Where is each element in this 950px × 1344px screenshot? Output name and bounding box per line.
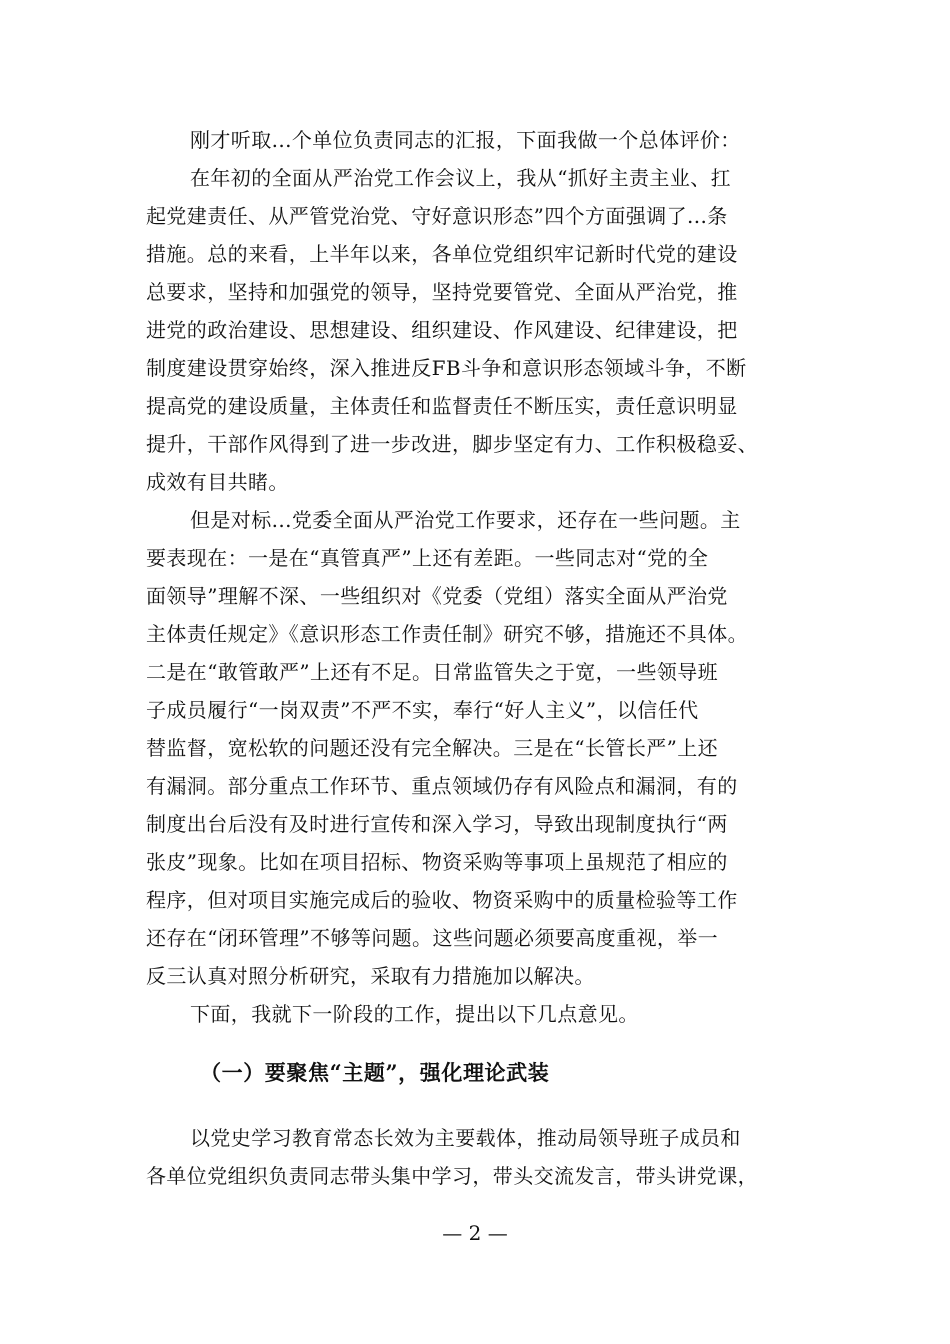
paragraph-line: 总要求，坚持和加强党的领导，坚持党要管党、全面从严治党，推 <box>146 280 738 304</box>
paragraph-line: 提升，干部作风得到了进一步改进，脚步坚定有力、工作积极稳妥、 <box>146 432 758 456</box>
paragraph-line: 起党建责任、从严管党治党、守好意识形态”四个方面强调了...条 <box>146 204 728 228</box>
page-number: — 2 — <box>442 1221 508 1245</box>
paragraph-line: 替监督，宽松软的问题还没有完全解决。三是在“长管长严”上还 <box>146 736 719 760</box>
paragraph-line: 进党的政治建设、思想建设、组织建设、作风建设、纪律建设，把 <box>146 318 738 342</box>
paragraph-line: 在年初的全面从严治党工作会议上，我从“抓好主责主业、扛 <box>190 166 732 190</box>
paragraph-line: 制度出台后没有及时进行宣传和深入学习，导致出现制度执行“两 <box>146 812 728 836</box>
paragraph-line: 下面，我就下一阶段的工作，提出以下几点意见。 <box>190 1002 639 1026</box>
paragraph-line: 要表现在：一是在“真管真严”上还有差距。一些同志对“党的全 <box>146 546 709 570</box>
paragraph-line: 反三认真对照分析研究，采取有力措施加以解决。 <box>146 964 595 988</box>
paragraph-line: 成效有目共睹。 <box>146 470 289 494</box>
paragraph-line: 制度建设贯穿始终，深入推进反FB斗争和意识形态领域斗争，不断 <box>146 356 747 380</box>
paragraph-line: 主体责任规定》《意识形态工作责任制》研究不够，措施还不具体。 <box>146 622 748 646</box>
paragraph-line: 二是在“敢管敢严”上还有不足。日常监管失之于宽，一些领导班 <box>146 660 719 684</box>
paragraph-line: 各单位党组织负责同志带头集中学习，带头交流发言，带头讲党课， <box>146 1164 758 1188</box>
paragraph-line: 以党史学习教育常态长效为主要载体，推动局领导班子成员和 <box>190 1126 741 1150</box>
paragraph-line: 有漏洞。部分重点工作环节、重点领域仍存有风险点和漏洞，有的 <box>146 774 738 798</box>
paragraph-line: 子成员履行“一岗双责”不严不实，奉行“好人主义”，以信任代 <box>146 698 699 722</box>
paragraph-line: 措施。总的来看，上半年以来，各单位党组织牢记新时代党的建设 <box>146 242 738 266</box>
paragraph-line: 刚才听取...个单位负责同志的汇报，下面我做一个总体评价： <box>190 128 741 152</box>
paragraph-line: 还存在“闭环管理”不够等问题。这些问题必须要高度重视，举一 <box>146 926 719 950</box>
paragraph-line: 但是对标...党委全面从严治党工作要求，还存在一些问题。主 <box>190 508 741 532</box>
section-heading: （一）要聚焦“主题”，强化理论武装 <box>200 1060 550 1085</box>
paragraph-line: 提高党的建设质量，主体责任和监督责任不断压实，责任意识明显 <box>146 394 738 418</box>
paragraph-line: 张皮”现象。比如在项目招标、物资采购等事项上虽规范了相应的 <box>146 850 728 874</box>
paragraph-line: 程序，但对项目实施完成后的验收、物资采购中的质量检验等工作 <box>146 888 738 912</box>
paragraph-line: 面领导”理解不深、一些组织对《党委（党组）落实全面从严治党 <box>146 584 728 608</box>
